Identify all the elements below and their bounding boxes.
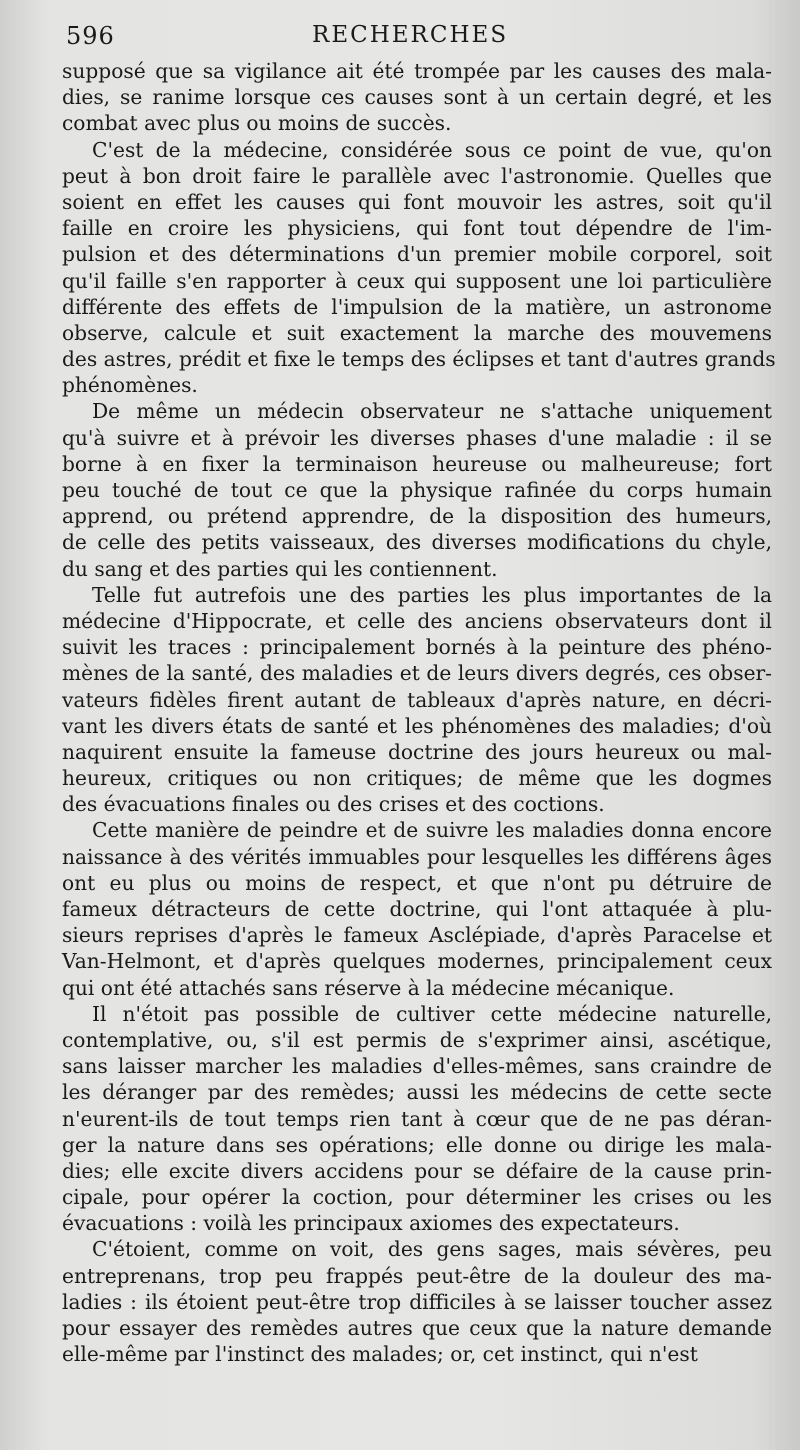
text-line: de celle des petits vaisseaux, des diverses modifications du chyle, xyxy=(62,530,772,555)
paragraph xyxy=(62,137,776,399)
text-line: des évacuations finales ou des crises et des coctions. xyxy=(62,792,605,817)
text-line: pour essayer des remèdes autres que ceux que la nature demande xyxy=(62,1316,772,1340)
text-line: heureux, critiques ou non critiques; de même que les dogmes xyxy=(62,766,772,791)
text-line: qu'il faille s'en rapporter à ceux qui supposent une loi particulière xyxy=(62,268,772,293)
text-line: naquirent ensuite la fameuse doctrine des jours heureux ou mal- xyxy=(62,739,772,764)
text-line: ont eu plus ou moins de respect, et que n'ont pu détruire de xyxy=(62,870,772,895)
text-line: entreprenans, trop peu frappés peut-être de la douleur des ma- xyxy=(62,1263,772,1288)
text-line: ger la nature dans ses opérations; elle donne ou dirige les mala- xyxy=(62,1132,772,1157)
text-line: qu'à suivre et à prévoir les diverses phases d'une maladie : il se xyxy=(62,425,772,450)
paragraph xyxy=(62,1001,772,1237)
text-line: combat avec plus ou moins de succès. xyxy=(62,111,452,136)
text-line: médecine d'Hippocrate, et celle des anciens observateurs dont il xyxy=(62,608,772,633)
text-line: vateurs fidèles firent autant de tableaux d'après nature, en décri- xyxy=(62,687,772,712)
text-line: De même un médecin observateur ne s'attache uniquement xyxy=(92,399,772,424)
text-line: du sang et des parties qui les contiennent. xyxy=(62,556,498,581)
text-line: pulsion et des déterminations d'un premier mobile corporel, soit xyxy=(62,242,772,267)
text-line: évacuations : voilà les principaux axiomes des expectateurs. xyxy=(62,1211,680,1236)
text-line: dies; elle excite divers accidens pour se défaire de la cause prin- xyxy=(62,1158,772,1183)
text-line: faille en croire les physiciens, qui font tout dépendre de l'im- xyxy=(62,216,772,241)
paragraph xyxy=(62,1236,772,1367)
paragraph xyxy=(62,582,772,818)
text-line: contemplative, ou, s'il est permis de s'exprimer ainsi, ascétique, xyxy=(62,1027,772,1052)
text-line: phénomènes. xyxy=(62,373,198,398)
text-line: dies, se ranime lorsque ces causes sont à un certain degré, et les xyxy=(62,85,772,110)
text-line: peu touché de tout ce que la physique rafinée du corps humain xyxy=(62,478,772,502)
body-text xyxy=(62,58,776,1367)
text-line: naissance à des vérités immuables pour lesquelles les différens âges xyxy=(62,844,772,869)
text-line: apprend, ou prétend apprendre, de la disposition des humeurs, xyxy=(62,504,772,529)
text-line: différente des effets de l'impulsion de la matière, un astronome xyxy=(62,294,772,319)
text-line: des astres, prédit et fixe le temps des éclipses et tant d'autres grands xyxy=(62,347,776,372)
text-line: sans laisser marcher les maladies d'elles-mêmes, sans craindre de xyxy=(62,1054,772,1079)
text-line: C'est de la médecine, considérée sous ce point de vue, qu'on xyxy=(92,137,772,162)
page-number: 596 xyxy=(66,22,115,50)
text-line: elle-même par l'instinct des malades; or, cet instinct, qui n'est xyxy=(62,1342,698,1367)
paragraph xyxy=(62,398,772,581)
text-line: C'étoient, comme on voit, des gens sages, mais sévères, peu xyxy=(92,1237,772,1262)
paragraph xyxy=(62,58,772,137)
text-line: borne à en fixer la terminaison heureuse ou malheureuse; fort xyxy=(62,451,772,476)
text-line: sieurs reprises d'après le fameux Asclépiade, d'après Paracelse et xyxy=(62,923,772,948)
text-line: n'eurent-ils de tout temps rien tant à cœur que de ne pas déran- xyxy=(62,1106,772,1131)
text-line: suivit les traces : principalement bornés à la peinture des phéno- xyxy=(62,635,772,660)
page-header xyxy=(62,18,772,58)
text-line: les déranger par des remèdes; aussi les médecins de cette secte xyxy=(62,1080,772,1105)
paragraph xyxy=(62,817,772,1000)
text-line: supposé que sa vigilance ait été trompée par les causes des mala- xyxy=(62,59,772,83)
text-line: observe, calcule et suit exactement la marche des mouvemens xyxy=(62,320,772,345)
running-title: RECHERCHES xyxy=(312,22,509,48)
text-line: fameux détracteurs de cette doctrine, qui l'ont attaquée à plu- xyxy=(62,897,772,921)
text-line: Il n'étoit pas possible de cultiver cette médecine naturelle, xyxy=(92,1001,772,1026)
text-line: qui ont été attachés sans réserve à la médecine mécanique. xyxy=(62,975,675,1000)
text-line: soient en effet les causes qui font mouvoir les astres, soit qu'il xyxy=(62,189,772,214)
text-line: ladies : ils étoient peut-être trop difficiles à se laisser toucher assez xyxy=(62,1289,772,1314)
text-line: Cette manière de peindre et de suivre les maladies donna encore xyxy=(92,818,772,843)
text-line: peut à bon droit faire le parallèle avec l'astronomie. Quelles que xyxy=(62,163,772,188)
text-line: mènes de la santé, des maladies et de leurs divers degrés, ces obser- xyxy=(62,661,772,686)
text-line: cipale, pour opérer la coction, pour déterminer les crises ou les xyxy=(62,1185,772,1210)
text-line: Telle fut autrefois une des parties les plus importantes de la xyxy=(92,582,772,607)
text-line: vant les divers états de santé et les phénomènes des maladies; d'où xyxy=(62,713,772,738)
text-line: Van-Helmont, et d'après quelques modernes, principalement ceux xyxy=(62,949,772,974)
